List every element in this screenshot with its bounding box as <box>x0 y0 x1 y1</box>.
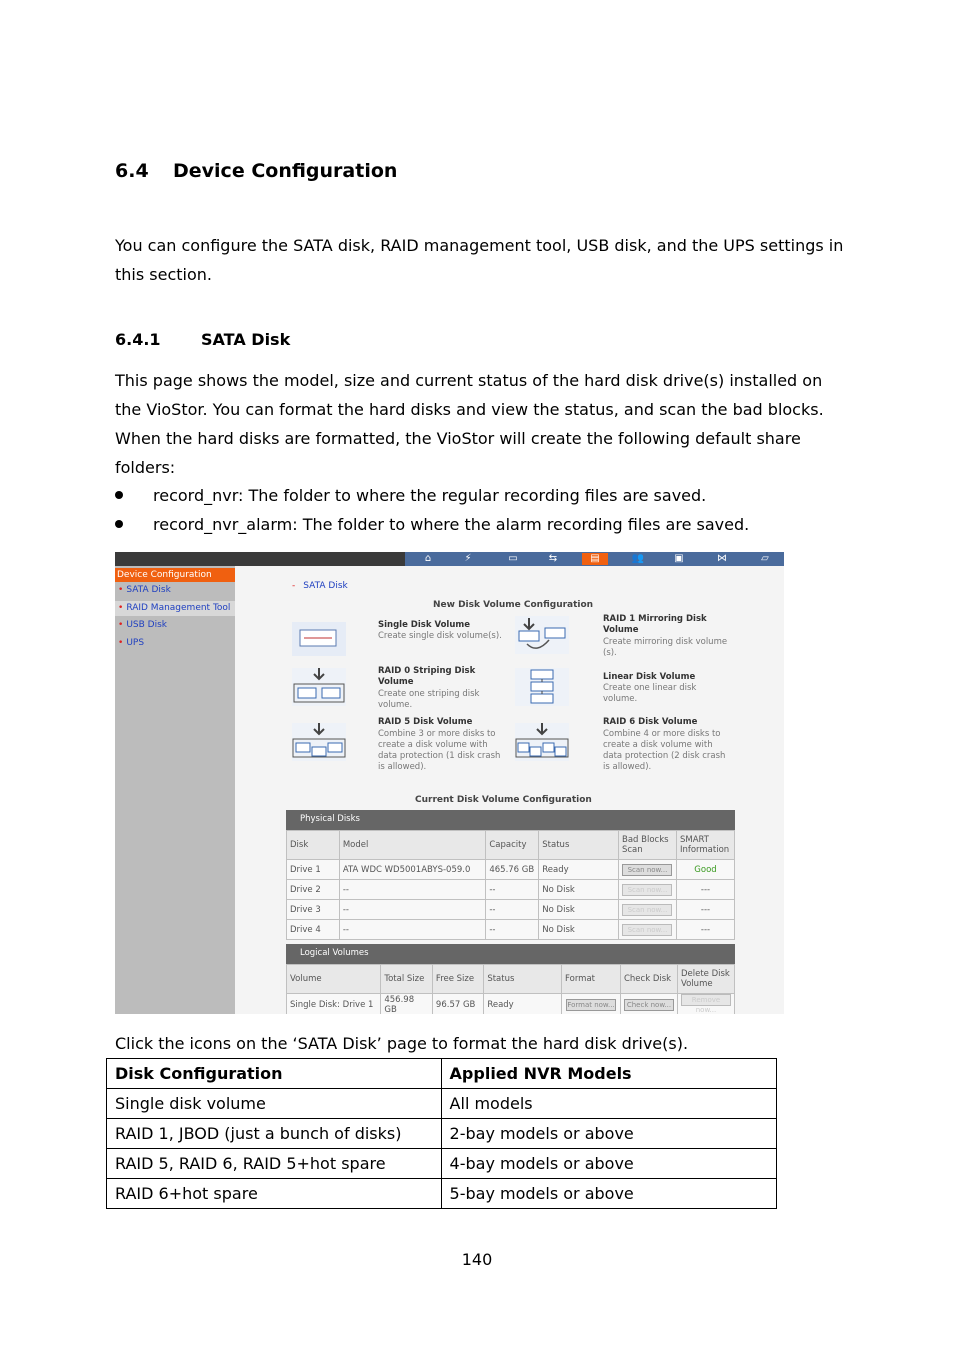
new-volume-heading: New Disk Volume Configuration <box>433 600 594 610</box>
disk-configuration-table <box>106 1058 777 1209</box>
scan-now-button[interactable]: Scan now... <box>622 864 672 876</box>
bullet-item <box>115 481 706 510</box>
bullet-icon <box>115 520 123 528</box>
column-header: Disk Configuration <box>107 1059 442 1089</box>
body-paragraph: This page shows the model, size and current status of the hard disk drive(s) installed on the VioStor. You can format the hard disks and view the status, and scan the bad blocks. When the hard disks are formatted, the VioStor will create the following default share folders: <box>115 371 824 477</box>
column-header: Check Disk <box>620 965 677 994</box>
cell <box>620 994 677 1015</box>
column-header: Applied NVR Models <box>441 1059 776 1089</box>
cell: Drive 2 <box>287 880 340 900</box>
table-row <box>107 1149 777 1179</box>
current-volume-heading: Current Disk Volume Configuration <box>415 795 592 805</box>
cell: All models <box>441 1089 776 1119</box>
cell: 465.76 GB <box>486 860 539 880</box>
top-nav-bar <box>115 552 784 566</box>
sidebar-item-ups[interactable]: • UPS <box>118 638 145 648</box>
cell: RAID 1, JBOD (just a bunch of disks) <box>107 1119 442 1149</box>
single-disk-icon[interactable] <box>290 618 348 660</box>
cell: -- <box>339 920 486 940</box>
option-desc: Create one striping disk volume. <box>378 689 480 710</box>
raid0-icon[interactable] <box>290 666 348 708</box>
cell <box>618 880 676 900</box>
option-desc: Create mirroring disk volume (s). <box>603 637 728 658</box>
breadcrumb-label: SATA Disk <box>303 581 348 591</box>
sidebar <box>115 566 235 1014</box>
cell: -- <box>339 880 486 900</box>
cell: Drive 1 <box>287 860 340 880</box>
column-header: Volume <box>287 965 381 994</box>
column-header: Total Size <box>381 965 433 994</box>
smart-status: --- <box>676 880 734 900</box>
page-number: 140 <box>461 1250 493 1269</box>
cell: Drive 4 <box>287 920 340 940</box>
smart-status: Good <box>676 860 734 880</box>
bullet-item <box>115 510 749 539</box>
sata-disk-screenshot <box>115 552 784 1014</box>
section-heading <box>115 160 397 182</box>
home-icon[interactable]: ⌂ <box>424 553 432 564</box>
system-icon[interactable]: ▭ <box>508 553 518 564</box>
logout-icon[interactable]: ▱ <box>761 553 769 564</box>
cell: Ready <box>539 860 619 880</box>
logical-volumes-bar: Logical Volumes <box>286 944 735 964</box>
cell: -- <box>486 880 539 900</box>
column-header: Capacity <box>486 831 539 860</box>
sidebar-item-usb-disk[interactable]: • USB Disk <box>118 620 167 630</box>
physical-disks-table <box>286 830 735 940</box>
scan-now-button: Scan now... <box>622 924 672 936</box>
sidebar-item-label: RAID Management Tool <box>126 603 231 613</box>
table-row <box>107 1089 777 1119</box>
raid1-icon[interactable] <box>513 614 571 656</box>
cell: 5-bay models or above <box>441 1179 776 1209</box>
logical-volumes-table <box>286 964 735 1014</box>
option-desc: Combine 4 or more disks to create a disk volume with data protection (2 disk crash is allowed). <box>603 729 726 772</box>
table-header-row <box>107 1059 777 1089</box>
option-desc: Combine 3 or more disks to create a disk volume with data protection (1 disk crash is allowed). <box>378 729 501 772</box>
scan-now-button: Scan now... <box>622 884 672 896</box>
cell: 456.98 GB <box>381 994 433 1015</box>
cell: -- <box>486 920 539 940</box>
cell <box>562 994 621 1015</box>
network-icon[interactable]: ⚡ <box>464 553 472 564</box>
option-title: RAID 5 Disk Volume <box>378 717 473 727</box>
check-now-button[interactable]: Check now... <box>624 999 674 1011</box>
sidebar-item-label: SATA Disk <box>126 585 171 595</box>
option-title: Linear Disk Volume <box>603 672 696 682</box>
subsection-number: 6.4.1 <box>115 330 161 349</box>
table-row <box>107 1119 777 1149</box>
column-header: Disk <box>287 831 340 860</box>
remove-now-button: Remove now... <box>681 994 731 1006</box>
table-row <box>287 880 735 900</box>
table-row <box>287 900 735 920</box>
top-nav-left <box>115 552 405 566</box>
column-header: Model <box>339 831 486 860</box>
caption: Click the icons on the ‘SATA Disk’ page to format the hard disk drive(s). <box>115 1034 689 1053</box>
breadcrumb: - SATA Disk <box>292 581 348 591</box>
table-header-row <box>287 965 735 994</box>
cell: Single Disk: Drive 1 <box>287 994 381 1015</box>
sidebar-item-label: UPS <box>126 638 145 648</box>
bandwidth-icon[interactable]: ⋈ <box>717 553 727 564</box>
column-header: Delete Disk Volume <box>677 965 734 994</box>
option-title: RAID 1 Mirroring Disk Volume <box>603 614 707 635</box>
option-desc: Create one linear disk volume. <box>603 683 697 704</box>
cell: 2-bay models or above <box>441 1119 776 1149</box>
sidebar-item-raid-management[interactable]: • RAID Management Tool <box>115 601 235 616</box>
option-title: Single Disk Volume <box>378 620 470 630</box>
main-panel <box>235 566 784 1014</box>
column-header: Bad Blocks Scan <box>618 831 676 860</box>
cell: 96.57 GB <box>432 994 483 1015</box>
bullet-text: record_nvr: The folder to where the regular recording files are saved. <box>153 486 707 505</box>
cell: Single disk volume <box>107 1089 442 1119</box>
device-icon[interactable]: ▤ <box>582 553 608 565</box>
cell <box>618 920 676 940</box>
intro-paragraph: You can configure the SATA disk, RAID management tool, USB disk, and the UPS settings in this section. <box>115 236 844 284</box>
raid5-icon[interactable] <box>290 721 348 763</box>
cell <box>677 994 734 1015</box>
option-title: RAID 6 Disk Volume <box>603 717 698 727</box>
camera-icon[interactable]: ▣ <box>674 553 684 564</box>
sidebar-header[interactable]: Device Configuration <box>115 568 235 582</box>
linear-disk-icon[interactable] <box>513 666 571 708</box>
section-title: Device Configuration <box>173 160 398 182</box>
bullet-icon <box>115 491 123 499</box>
smart-status: --- <box>676 920 734 940</box>
cell: No Disk <box>539 880 619 900</box>
cell: ATA WDC WD5001ABYS-059.0 <box>339 860 486 880</box>
column-header: SMART Information <box>676 831 734 860</box>
cell: RAID 6+hot spare <box>107 1179 442 1209</box>
column-header: Status <box>539 831 619 860</box>
raid6-icon[interactable] <box>513 721 571 763</box>
table-row <box>287 860 735 880</box>
sidebar-item-sata-disk[interactable]: • SATA Disk <box>118 585 171 595</box>
cell: -- <box>486 900 539 920</box>
subsection-heading <box>115 330 290 349</box>
bullet-text: record_nvr_alarm: The folder to where the alarm recording files are saved. <box>153 515 750 534</box>
table-header-row <box>287 831 735 860</box>
cell: Ready <box>484 994 562 1015</box>
column-header: Format <box>562 965 621 994</box>
sidebar-item-label: USB Disk <box>126 620 167 630</box>
cell <box>618 860 676 880</box>
option-desc: Create single disk volume(s). <box>378 631 502 641</box>
subsection-title: SATA Disk <box>201 330 291 349</box>
cell: No Disk <box>539 920 619 940</box>
table-row <box>287 994 735 1015</box>
table-row <box>287 920 735 940</box>
scan-now-button: Scan now... <box>622 904 672 916</box>
connection-icon[interactable]: ⇆ <box>548 553 558 564</box>
smart-status: --- <box>676 900 734 920</box>
section-number: 6.4 <box>115 160 149 182</box>
users-icon[interactable]: 👥 <box>631 553 645 564</box>
cell: Drive 3 <box>287 900 340 920</box>
table-row <box>107 1179 777 1209</box>
option-title: RAID 0 Striping Disk Volume <box>378 666 476 687</box>
cell: 4-bay models or above <box>441 1149 776 1179</box>
format-now-button[interactable]: Format now... <box>567 1000 615 1009</box>
physical-disks-bar: Physical Disks <box>286 810 735 830</box>
cell <box>618 900 676 920</box>
cell: No Disk <box>539 900 619 920</box>
column-header: Status <box>484 965 562 994</box>
cell: -- <box>339 900 486 920</box>
column-header: Free Size <box>432 965 483 994</box>
cell: RAID 5, RAID 6, RAID 5+hot spare <box>107 1149 442 1179</box>
